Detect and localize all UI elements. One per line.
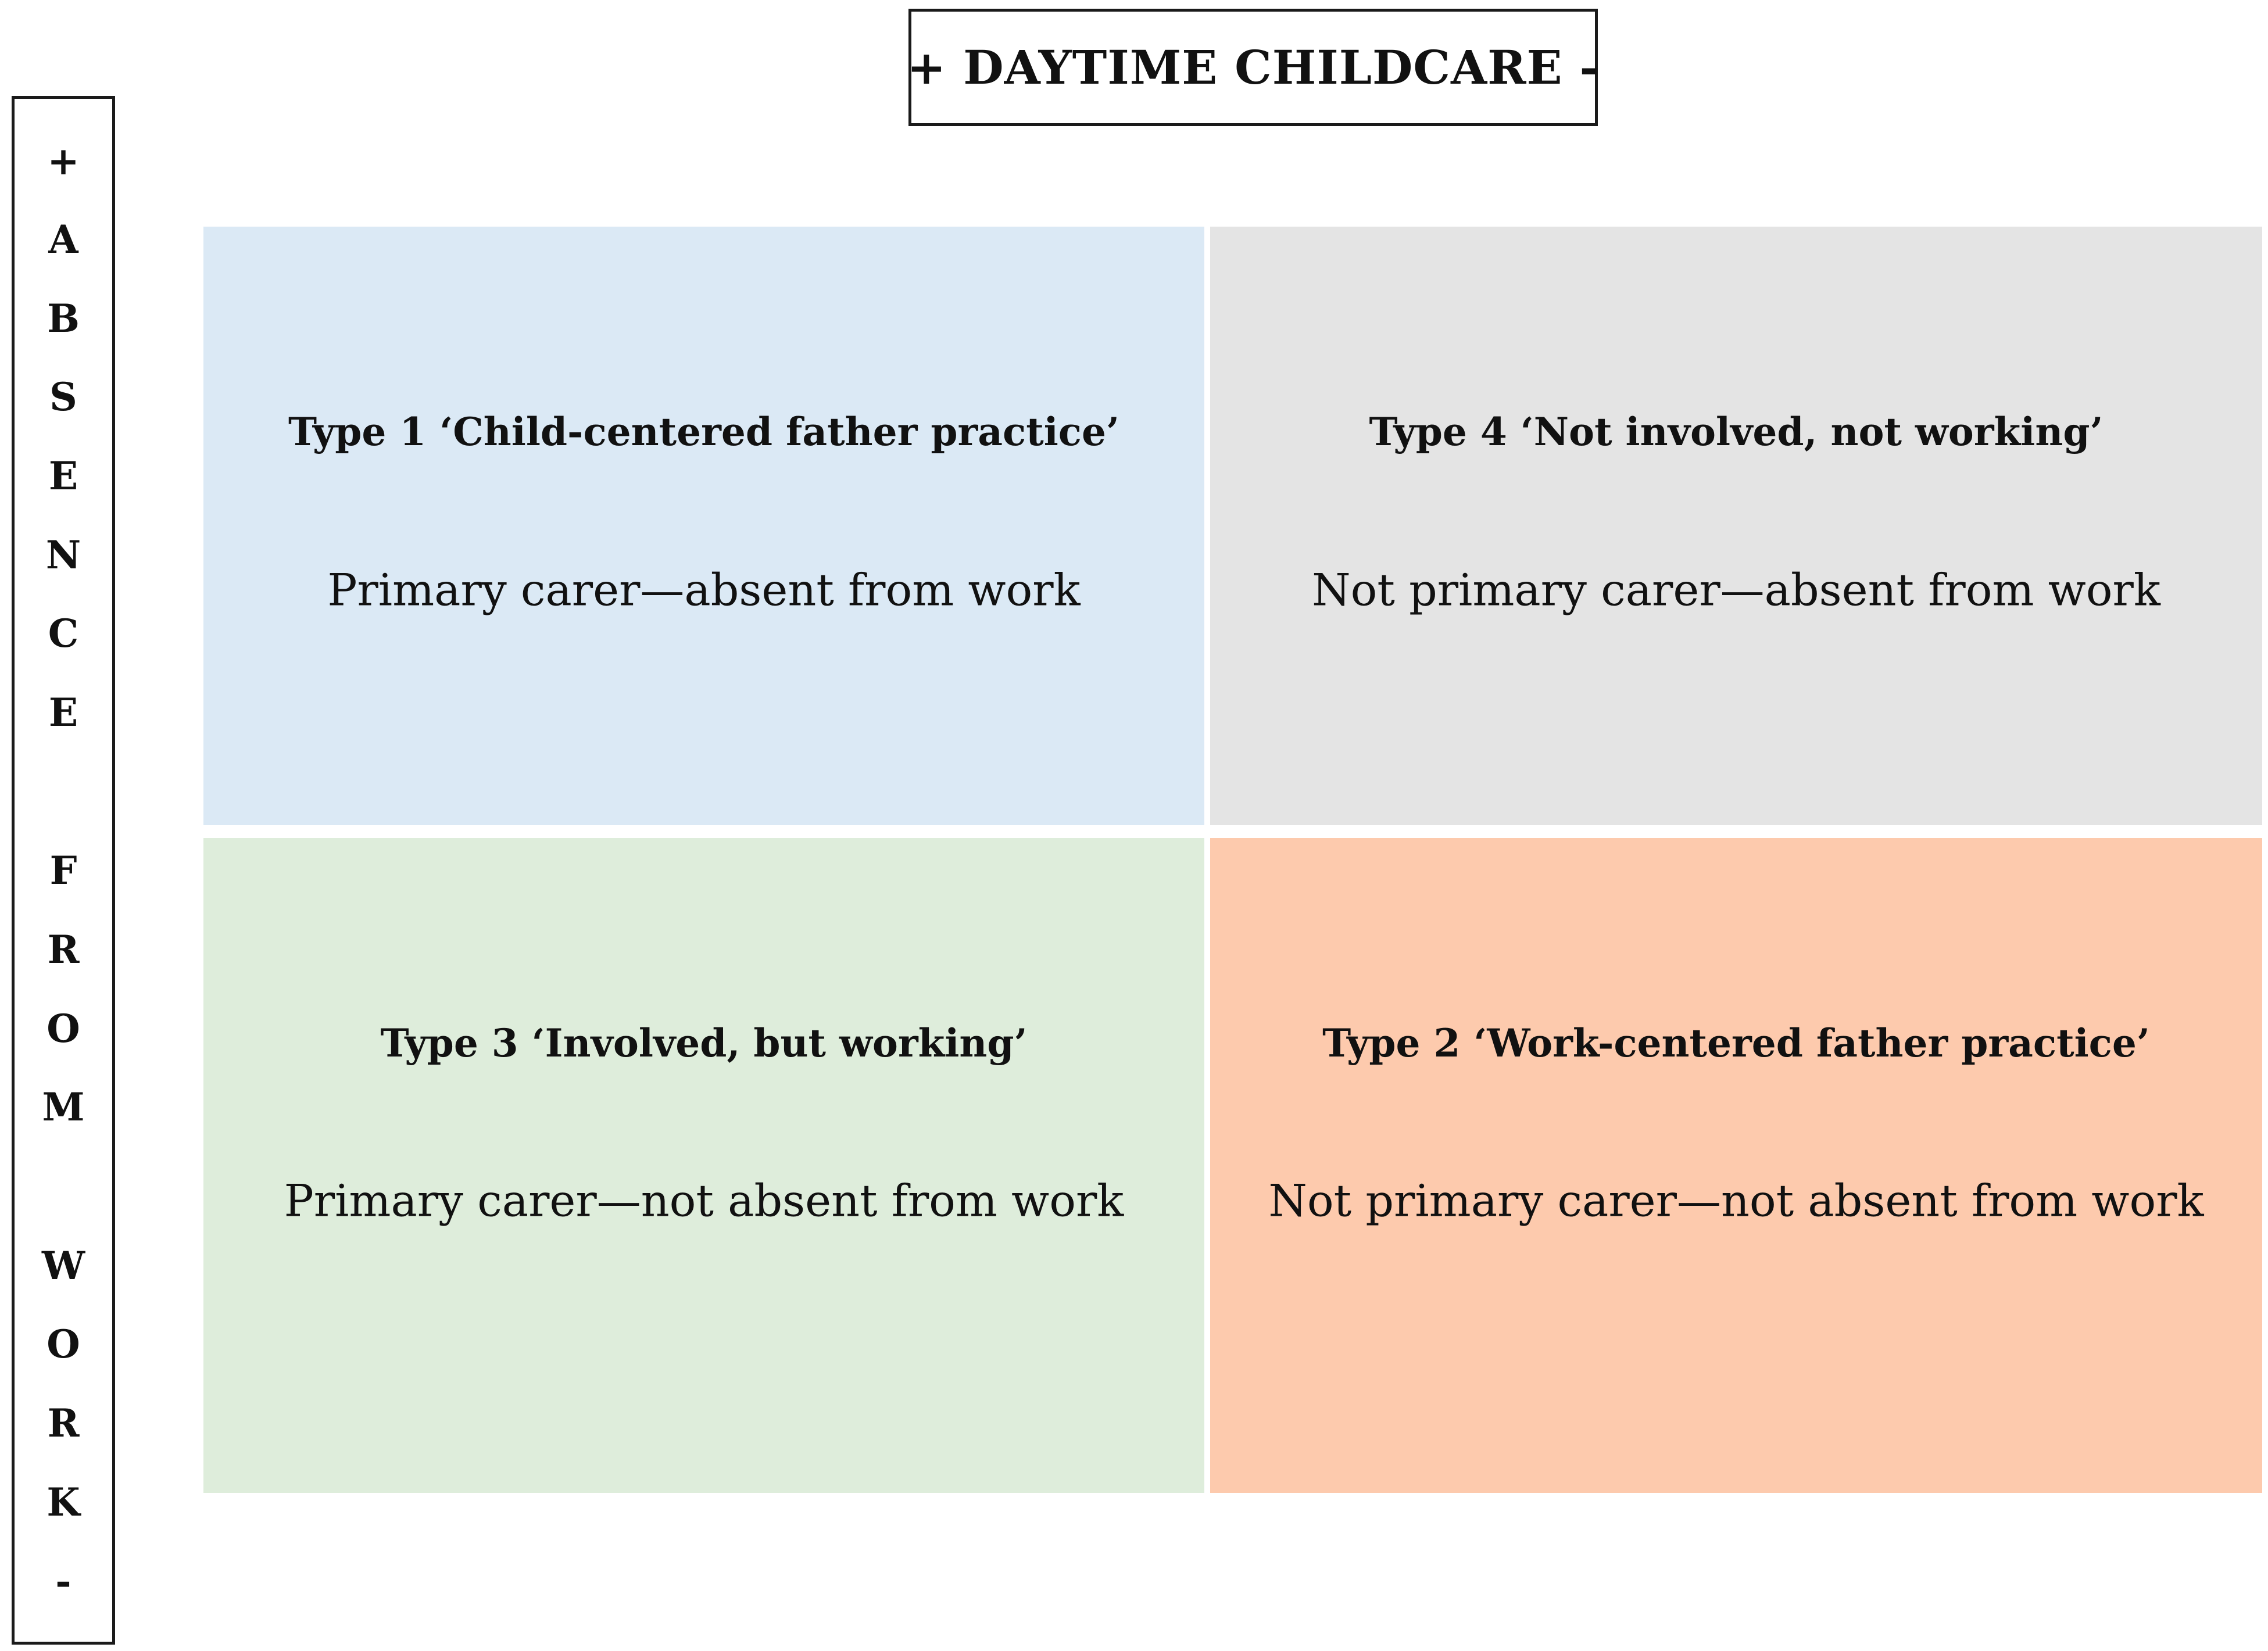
axis-letter: E <box>48 453 78 499</box>
axis-letter: M <box>42 1084 85 1130</box>
axis-letter: O <box>46 1006 80 1051</box>
quadrant-title: Type 1 ‘Child-centered father practice’ <box>288 409 1119 454</box>
quadrant-description: Not primary carer—not absent from work <box>1268 1174 2204 1227</box>
quadrant-type-2 <box>1210 838 2262 1493</box>
axis-letter: - <box>55 1559 71 1604</box>
axis-letter: F <box>49 848 77 893</box>
axis-letter: N <box>45 532 81 578</box>
axis-letter: O <box>46 1321 80 1367</box>
quadrant-title: Type 4 ‘Not involved, not working’ <box>1369 409 2104 454</box>
axis-letter: A <box>48 217 78 262</box>
absence-from-work-axis-label <box>12 96 115 1645</box>
axis-letter: K <box>46 1480 80 1525</box>
daytime-childcare-axis-label: + DAYTIME CHILDCARE - <box>908 9 1598 126</box>
axis-letter: S <box>49 374 77 420</box>
quadrant-title: Type 3 ‘Involved, but working’ <box>380 1020 1028 1066</box>
axis-letter: W <box>41 1243 85 1288</box>
axis-letter: E <box>48 690 78 735</box>
quadrant-description: Not primary carer—absent from work <box>1312 564 2160 616</box>
quadrant-type-3 <box>203 838 1204 1493</box>
axis-letter: R <box>47 1401 80 1446</box>
quadrant-type-1 <box>203 227 1204 825</box>
axis-letter: C <box>48 611 79 656</box>
quadrant-description: Primary carer—not absent from work <box>284 1174 1124 1227</box>
axis-letter: + <box>47 138 80 184</box>
quadrant-type-4 <box>1210 227 2262 825</box>
axis-letter: R <box>47 927 80 972</box>
quadrant-description: Primary carer—absent from work <box>327 564 1081 616</box>
quadrant-title: Type 2 ‘Work-centered father practice’ <box>1322 1020 2150 1066</box>
axis-letter: B <box>47 296 80 341</box>
